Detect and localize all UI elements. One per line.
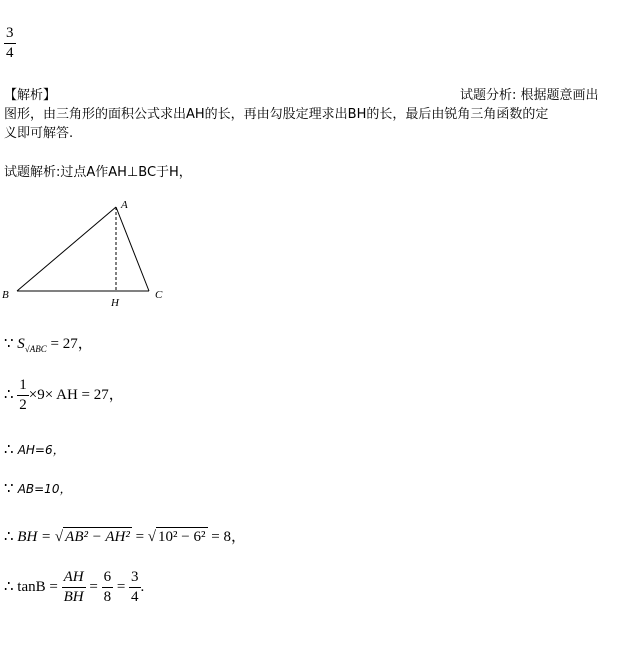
step-tan: [4, 570, 144, 605]
tan-frac2-num: 6: [103, 569, 112, 585]
step-area: [4, 332, 93, 354]
sqrt-sign: √: [54, 529, 64, 545]
ah-value: AH=6，: [17, 443, 65, 457]
analysis-line2: 图形，由三角形的面积公式求出AH的长，再由勾股定理求出BH的长，最后由锐角三角函数的定: [4, 107, 549, 122]
therefore-symbol: ∴: [4, 442, 14, 458]
tan-eq2: =: [113, 578, 130, 595]
step-half-product: [4, 378, 124, 413]
vertex-label-b: B: [2, 289, 9, 301]
therefore-symbol: ∴: [4, 529, 14, 545]
area-equation-rest: = 27，: [46, 336, 93, 352]
therefore-symbol: ∴: [4, 386, 14, 403]
because-symbol: ∵: [4, 336, 14, 352]
tan-frac2-den: 8: [103, 589, 112, 605]
area-subscript: √ABC: [24, 344, 47, 354]
half-denominator: 2: [19, 397, 27, 413]
side-ab: [17, 207, 116, 291]
because-symbol: ∵: [4, 481, 14, 497]
answer-fraction: [4, 26, 16, 61]
radicand-2: 10² − 6²: [158, 529, 206, 545]
tan-frac1-num: AH: [63, 569, 84, 585]
half-equation-rest: ×9× AH = 27，: [28, 386, 124, 403]
bh-result: = 8，: [207, 529, 246, 545]
half-numerator: 1: [19, 377, 27, 393]
triangle-figure: [0, 195, 190, 310]
tan-frac3-num: 3: [131, 569, 139, 585]
tan-lhs: tanB =: [17, 578, 62, 595]
bh-lhs: BH =: [17, 529, 55, 545]
answer-numerator: 3: [6, 25, 14, 41]
vertex-label-a: A: [121, 199, 128, 211]
tan-end: .: [140, 578, 145, 595]
foot-label-h: H: [111, 297, 119, 309]
area-symbol: S: [17, 336, 25, 352]
analysis-line3: 义即可解答.: [4, 126, 74, 141]
analysis-line1-end: 根据题意画出: [520, 88, 599, 103]
tan-eq1: =: [85, 578, 102, 595]
side-ac: [116, 207, 149, 291]
ab-value: AB=10，: [17, 482, 72, 496]
solution-intro: 试题解析:过点A作AH⊥BC于H，: [4, 165, 192, 180]
step-bh: [4, 525, 246, 546]
tan-frac3-den: 4: [131, 589, 139, 605]
analysis-label-line: [460, 84, 599, 103]
radicand-1: AB² − AH²: [65, 529, 130, 545]
step-ah: [4, 440, 65, 459]
answer-denominator: 4: [6, 45, 14, 61]
tan-frac1-den: BH: [63, 589, 84, 605]
therefore-symbol: ∴: [4, 578, 14, 595]
vertex-label-c: C: [155, 289, 163, 301]
analysis-label: 试题分析:: [460, 88, 517, 103]
analysis-heading: 【解析】: [4, 88, 57, 103]
sqrt-sign: √: [147, 529, 157, 545]
bh-equals: =: [131, 529, 148, 545]
step-ab: [4, 479, 71, 498]
